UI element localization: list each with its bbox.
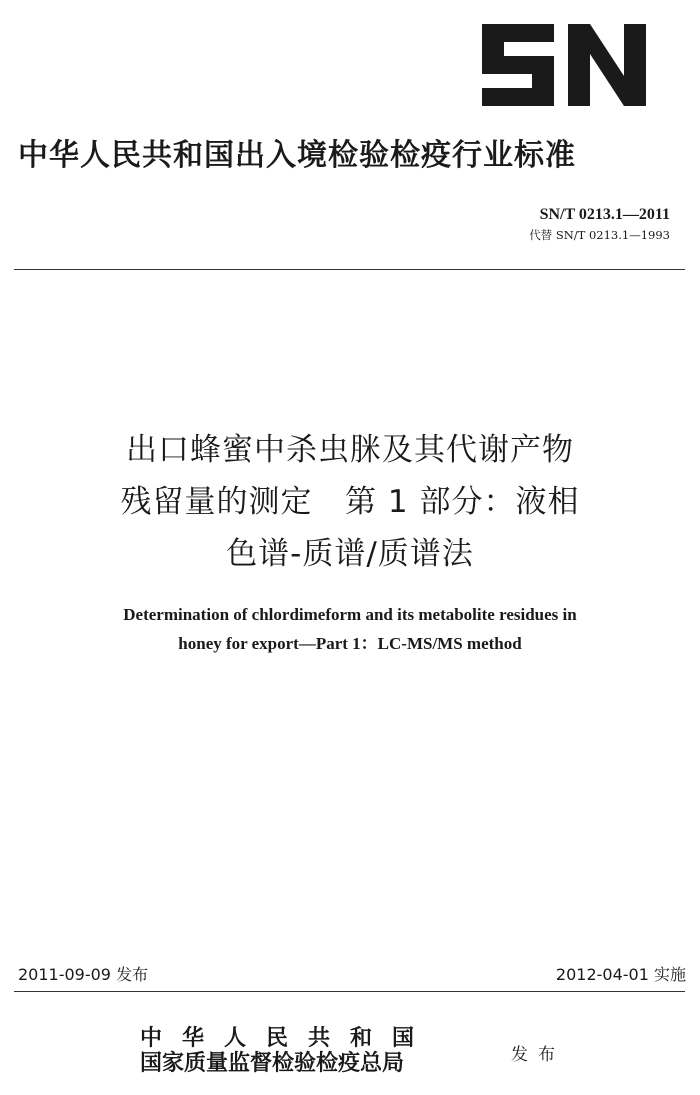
publisher-block — [140, 1026, 434, 1076]
sn-logo — [478, 20, 650, 110]
chinese-title-line-1: 出口蜂蜜中杀虫脒及其代谢产物 — [126, 432, 574, 468]
implementation-date: 2012-04-01 实施 — [555, 965, 686, 984]
chinese-title-line-2: 残留量的测定 第 1 部分：液相 — [120, 484, 580, 520]
chinese-title — [0, 424, 700, 580]
publish-label: 发布 — [511, 1045, 565, 1065]
top-divider — [14, 269, 685, 270]
issue-date: 2011-09-09 发布 — [18, 965, 149, 984]
standard-number: SN/T 0213.1—2011 — [539, 206, 670, 223]
industry-standard-title: 中华人民共和国出入境检验检疫行业标准 — [18, 138, 576, 173]
english-title-line-1: Determination of chlordimeform and its metabolite residues in — [123, 605, 577, 624]
publisher-line-2: 国家质量监督检验检疫总局 — [140, 1050, 405, 1076]
publisher-line-1: 中华人民共和国 — [140, 1025, 435, 1051]
english-title — [0, 600, 700, 658]
chinese-title-line-3: 色谱-质谱/质谱法 — [226, 536, 474, 572]
bottom-divider — [14, 991, 685, 992]
english-title-line-2: honey for export—Part 1：LC-MS/MS method — [178, 634, 522, 653]
replaces-standard: 代替 SN/T 0213.1—1993 — [529, 228, 670, 242]
